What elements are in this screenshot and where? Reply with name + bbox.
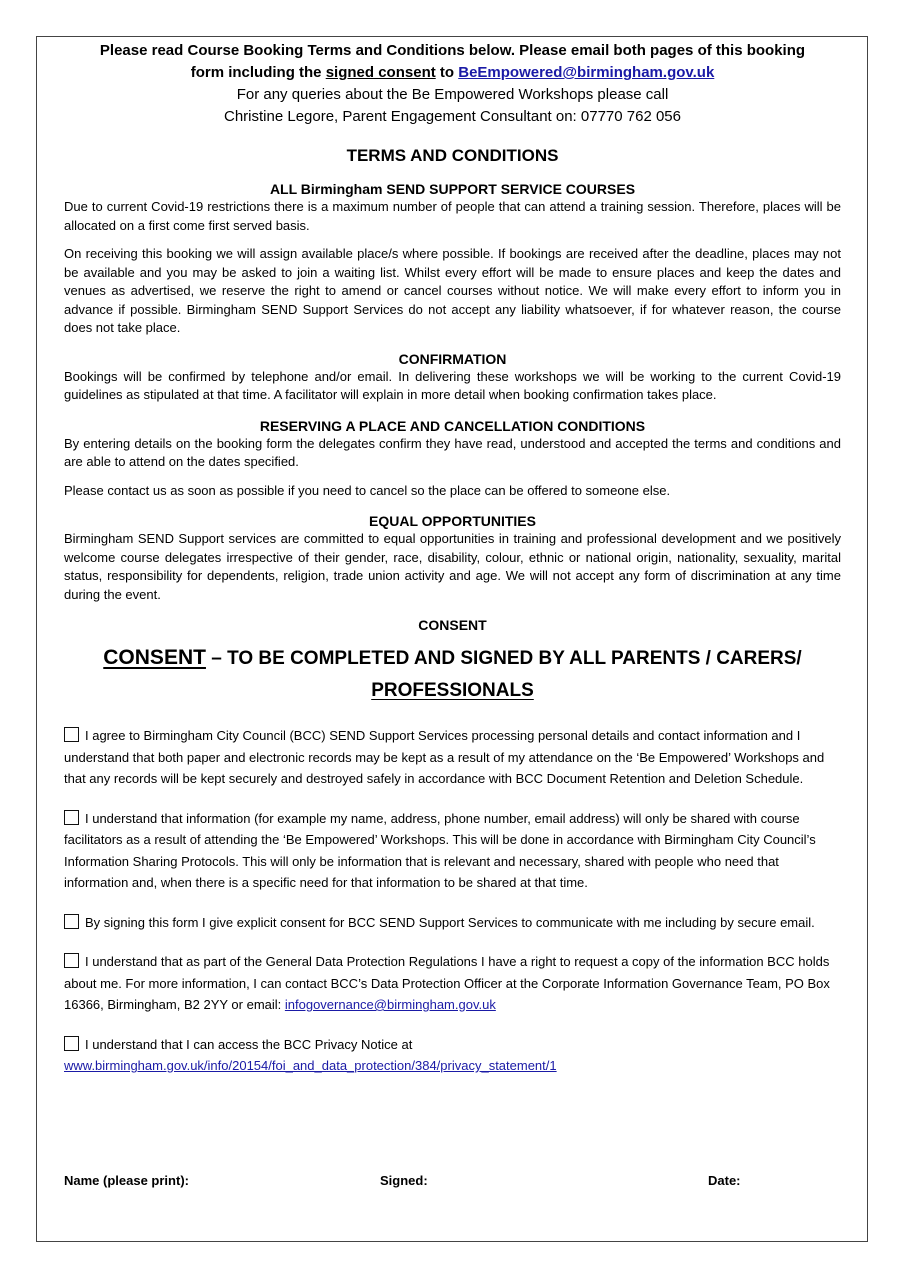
consent-checkbox-3[interactable] — [64, 914, 79, 929]
courses-heading: ALL Birmingham SEND SUPPORT SERVICE COURSES — [269, 181, 636, 197]
consent-item-2-text: I understand that information (for example my name, address, phone number, email address) will only be shared with course facilitators as a result of attending the ‘Be Empowered’ Workshops. This will be done in accordance with Birmingham City Council’s Information Sharing Protocols. This will only be information that is relevant and necessary, shared with people who need that information and, when there is a specific need for that information to be shared at that time. — [64, 810, 816, 890]
equal-opportunities-heading: EQUAL OPPORTUNITIES — [369, 513, 536, 529]
consent-checkbox-5[interactable] — [64, 1036, 79, 1051]
header-line-2-to: to — [435, 64, 459, 81]
signed-consent-text: signed consent — [325, 64, 436, 81]
courses-paragraph-1: Due to current Covid-19 restrictions there is a maximum number of people that can attend a training session. Therefore, places will be allocated on a first come first served basis. — [64, 199, 841, 233]
consent-label: CONSENT — [418, 617, 487, 633]
consent-item-4 — [64, 951, 841, 1016]
equal-opportunities-paragraph: Birmingham SEND Support services are committed to equal opportunities in training and professional development and we positively welcome course delegates irrespective of their gender, race, disability, colour, ethnic or national origin, nationality, sexuality, marital status, responsibility for dependents, religion, trade union activity and age. We will not accept any form of discrimination at any time during the event. — [64, 531, 841, 602]
consent-checkbox-2[interactable] — [64, 810, 79, 825]
header-line-3: For any queries about the Be Empowered Workshops please call — [236, 86, 669, 103]
header-line-2 — [64, 62, 841, 84]
courses-paragraph-2: On receiving this booking we will assign available place/s where possible. If bookings are received after the deadline, places may not be available and you may be asked to join a waiting list. Whilst every effort will be made to ensure places and keep the dates and venues as advertised, we reserve the right to amend or cancel courses without notice. We will make every effort to inform you in advance if possible. Birmingham SEND Support Services do not accept any liability whatsoever, if for whatever reason, the course does not take place. — [64, 246, 841, 335]
reserving-paragraph-1: By entering details on the booking form the delegates confirm they have read, understood and accepted the terms and conditions and are able to attend on the dates specified. — [64, 435, 841, 469]
consent-item-1 — [64, 725, 841, 790]
header-line-4: Christine Legore, Parent Engagement Consultant on: 07770 762 056 — [224, 108, 681, 125]
header-line-2-text: form including the — [190, 64, 326, 81]
header-block — [64, 40, 841, 128]
name-print-label: Name (please print): — [64, 1173, 189, 1188]
consent-item-3-text: By signing this form I give explicit consent for BCC SEND Support Services to communicate with me including by secure email. — [85, 914, 815, 930]
consent-title-word: CONSENT — [103, 646, 206, 669]
consent-checkbox-1[interactable] — [64, 727, 79, 742]
consent-items — [64, 725, 841, 1077]
signed-label: Signed: — [380, 1173, 428, 1188]
consent-title-line-2: PROFESSIONALS — [371, 680, 534, 701]
consent-item-3 — [64, 912, 841, 934]
terms-title: TERMS AND CONDITIONS — [346, 146, 559, 165]
header-line-1: Please read Course Booking Terms and Conditions below. Please email both pages of this booking — [99, 42, 806, 59]
consent-title-rest: – TO BE COMPLETED AND SIGNED BY ALL PARENTS / CARERS/ — [205, 648, 802, 669]
consent-item-2 — [64, 808, 841, 894]
consent-item-5-text: I understand that I can access the BCC Privacy Notice at — [85, 1036, 413, 1052]
reserving-heading: RESERVING A PLACE AND CANCELLATION CONDITIONS — [259, 417, 646, 434]
consent-item-1-text: I agree to Birmingham City Council (BCC) SEND Support Services processing personal details and contact information and I understand that both paper and electronic records may be kept as a result of my attendance on the ‘Be Empowered’ Workshops and that any records will be kept securely and destroyed safely in accordance with BCC Document Retention and Deletion Schedule. — [64, 728, 825, 786]
consent-item-5 — [64, 1034, 841, 1077]
confirmation-paragraph: Bookings will be confirmed by telephone and/or email. In delivering these workshops we will be working to the current Covid-19 guidelines as stipulated at that time. A facilitator will explain in more detail when booking confirmation takes place. — [64, 368, 841, 402]
consent-checkbox-4[interactable] — [64, 953, 79, 968]
email-link[interactable]: BeEmpowered@birmingham.gov.uk — [458, 64, 715, 81]
date-label: Date: — [708, 1173, 741, 1188]
privacy-notice-link[interactable]: www.birmingham.gov.uk/info/20154/foi_and_data_protection/384/privacy_statement/1 — [64, 1058, 557, 1073]
reserving-paragraph-2: Please contact us as soon as possible if you need to cancel so the place can be offered to someone else. — [64, 482, 671, 498]
infogovernance-email-link[interactable]: infogovernance@birmingham.gov.uk — [284, 997, 496, 1012]
consent-item-4-text: I understand that as part of the General Data Protection Regulations I have a right to request a copy of the information BCC holds about me. For more information, I can contact BCC’s Data Protection Officer at the Corporate Information Governance Team, PO Box 16366, Birmingham, B2 2YY or email: — [64, 954, 830, 1012]
confirmation-heading: CONFIRMATION — [398, 350, 507, 367]
document-body — [64, 40, 841, 1077]
consent-title — [64, 642, 841, 707]
